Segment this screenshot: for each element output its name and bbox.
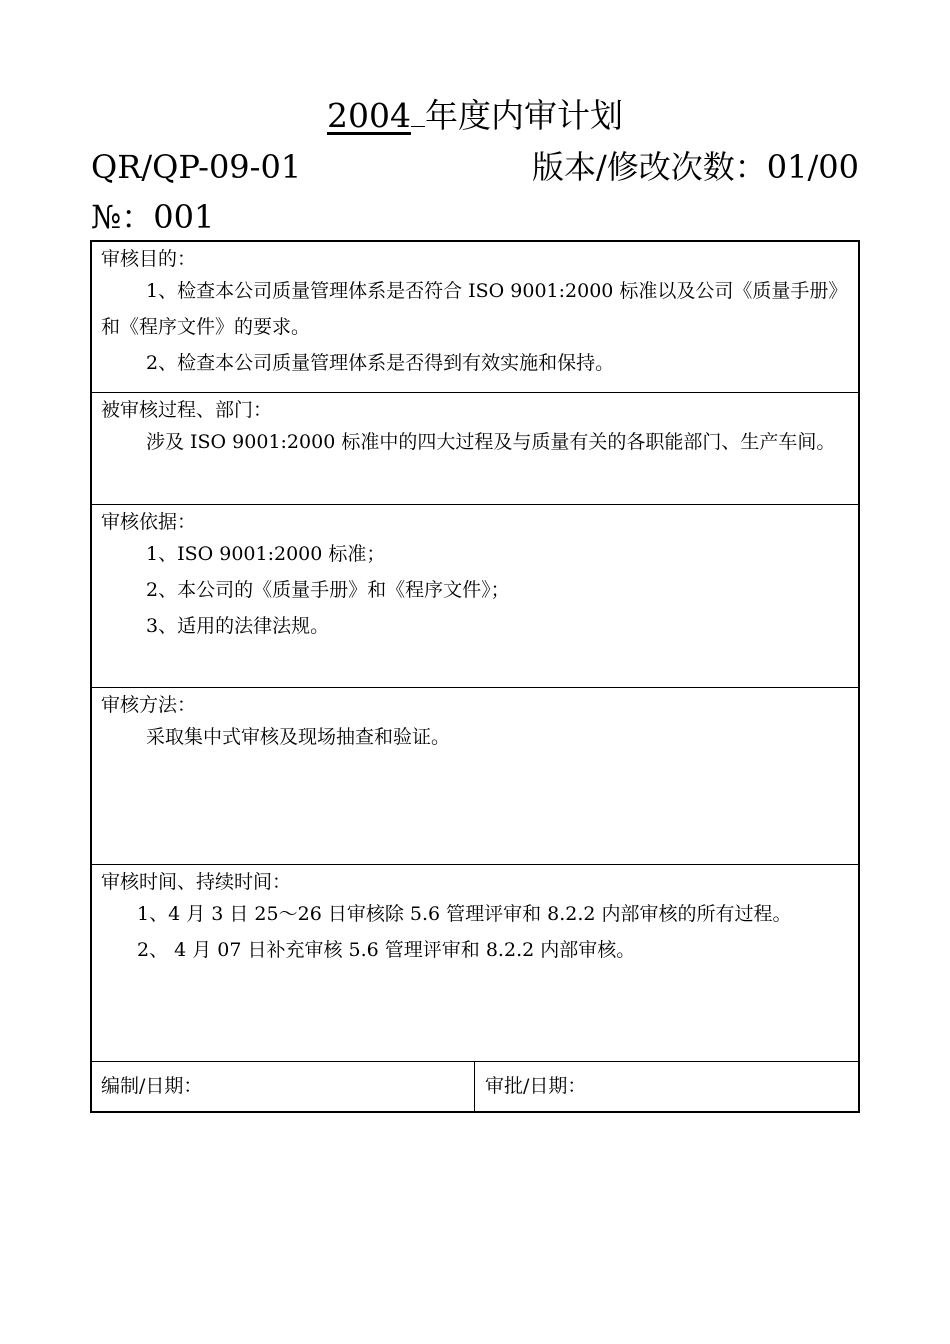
document-title — [0, 94, 950, 138]
purpose-item-1: 1、检查本公司质量管理体系是否符合 ISO 9001:2000 标准以及公司《质量手册》和《程序文件》的要求。 — [101, 280, 848, 338]
document-code: QR/QP-09-01 — [91, 148, 302, 186]
basis-item-3: 3、适用的法律法规。 — [146, 615, 330, 637]
scope-item-1: 涉及 ISO 9001:2000 标准中的四大过程及与质量有关的各职能部门、生产车间。 — [146, 431, 836, 453]
audit-plan-form — [90, 240, 860, 1113]
title-year-underline — [411, 96, 425, 127]
section-audit-basis — [92, 505, 858, 688]
basis-item-1: 1、ISO 9001:2000 标准； — [146, 543, 386, 565]
schedule-item-1: 1、4 月 3 日 25～26 日审核除 5.6 管理评审和 8.2.2 内部审核的所有过程。 — [137, 903, 792, 925]
signature-row — [92, 1062, 858, 1111]
section-audit-method — [92, 688, 858, 865]
method-item-1: 采取集中式审核及现场抽查和验证。 — [146, 726, 451, 748]
section-heading: 审核依据： — [101, 511, 197, 533]
section-heading: 审核方法： — [101, 694, 197, 716]
approved-by-date-field: 审批/日期： — [485, 1075, 587, 1097]
section-heading: 被审核过程、部门： — [101, 399, 273, 421]
prepared-by-date-field: 编制/日期： — [92, 1062, 475, 1111]
purpose-item-2: 2、检查本公司质量管理体系是否得到有效实施和保持。 — [146, 352, 615, 374]
title-year: 2004 — [327, 96, 411, 135]
section-audit-purpose — [92, 242, 858, 393]
title-text: 年度内审计划 — [424, 96, 623, 135]
document-number: №：001 — [91, 198, 215, 236]
schedule-item-2: 2、 4 月 07 日补充审核 5.6 管理评审和 8.2.2 内部审核。 — [137, 939, 636, 961]
section-audited-processes — [92, 393, 858, 505]
section-audit-schedule — [92, 865, 858, 1062]
basis-item-2: 2、本公司的《质量手册》和《程序文件》； — [146, 579, 510, 601]
section-heading: 审核目的： — [101, 248, 197, 270]
version-number: 版本/修改次数：01/00 — [531, 148, 859, 186]
section-heading: 审核时间、持续时间： — [101, 871, 292, 893]
